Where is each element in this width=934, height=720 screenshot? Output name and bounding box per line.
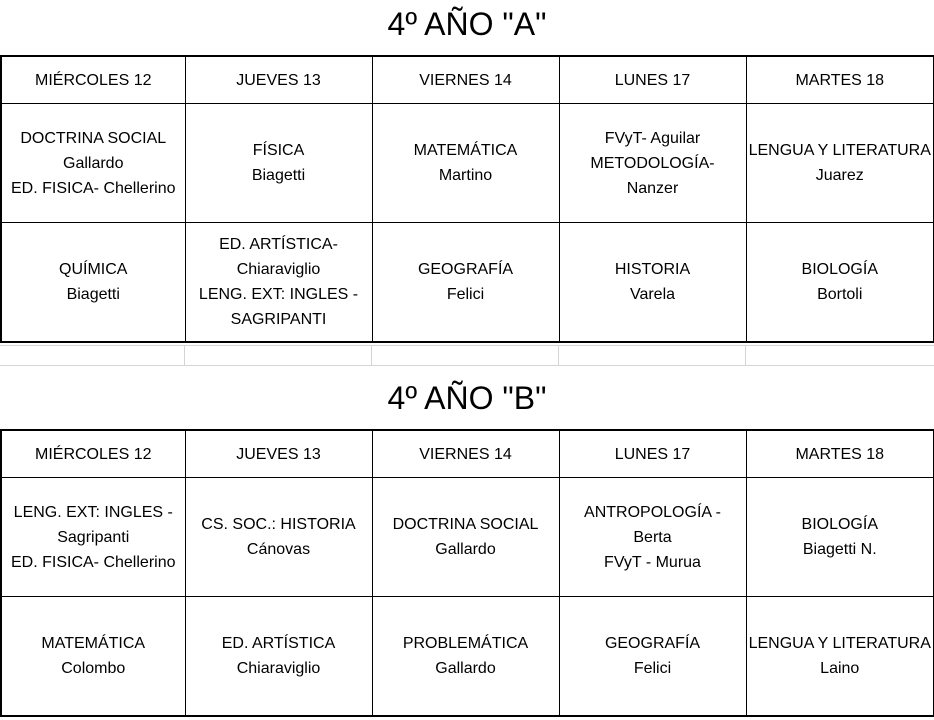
cell-line: Cánovas bbox=[246, 541, 311, 558]
day-header: JUEVES 13 bbox=[185, 430, 372, 478]
cell-line: ED. ARTÍSTICA- bbox=[219, 236, 338, 253]
cell-line: LENG. EXT: INGLES - bbox=[13, 503, 173, 521]
section-b-title: 4º AÑO "B" bbox=[387, 380, 547, 416]
cell-line: Biagetti bbox=[251, 167, 306, 184]
cell-line: Biagetti bbox=[66, 286, 120, 303]
schedule-cell bbox=[185, 223, 372, 343]
schedule-cell bbox=[746, 223, 934, 343]
day-header: MARTES 18 bbox=[746, 430, 934, 478]
day-header: MARTES 18 bbox=[746, 56, 934, 104]
schedule-cell bbox=[372, 104, 559, 223]
cell-line: Sagripanti bbox=[57, 528, 130, 546]
cell-line: LENG. EXT: INGLES - bbox=[198, 286, 359, 303]
day-header: VIERNES 14 bbox=[372, 430, 559, 478]
cell-line: LENGUA Y LITERATURA bbox=[748, 635, 931, 652]
cell-line: Biagetti N. bbox=[802, 541, 877, 558]
header-row bbox=[1, 56, 934, 104]
schedule-row bbox=[1, 223, 934, 343]
schedule-cell bbox=[746, 597, 934, 717]
cell-line: QUÍMICA bbox=[59, 261, 128, 278]
cell-line: MATEMÁTICA bbox=[41, 635, 146, 652]
cell-line: Berta bbox=[633, 528, 672, 546]
cell-line: Laino bbox=[820, 660, 860, 677]
schedule-cell bbox=[1, 478, 185, 597]
cell-line: PROBLEMÁTICA bbox=[402, 635, 529, 652]
cell-line: Varela bbox=[629, 286, 676, 303]
cell-line: BIOLOGÍA bbox=[801, 516, 878, 533]
schedule-cell bbox=[185, 478, 372, 597]
day-header: LUNES 17 bbox=[559, 56, 746, 104]
cell-line: Chiaraviglio bbox=[236, 660, 321, 677]
schedule-cell bbox=[746, 478, 934, 597]
gridline bbox=[0, 365, 934, 366]
schedule-cell bbox=[1, 223, 185, 343]
cell-line: Bortoli bbox=[817, 286, 863, 303]
cell-line: BIOLOGÍA bbox=[801, 261, 878, 278]
cell-line: Felici bbox=[446, 286, 485, 303]
cell-line: FVyT - Murua bbox=[604, 553, 701, 571]
spreadsheet-gap bbox=[0, 345, 934, 366]
schedule-row bbox=[1, 104, 934, 223]
cell-line: SAGRIPANTI bbox=[230, 311, 327, 328]
day-header: MIÉRCOLES 12 bbox=[1, 56, 185, 104]
schedule-table-a bbox=[0, 55, 934, 343]
day-header: LUNES 17 bbox=[559, 430, 746, 478]
cell-line: GEOGRAFÍA bbox=[604, 635, 701, 652]
cell-line: Nanzer bbox=[626, 179, 679, 197]
cell-line: Gallardo bbox=[435, 660, 496, 677]
cell-line: DOCTRINA SOCIAL bbox=[20, 129, 167, 147]
schedule-cell bbox=[372, 478, 559, 597]
cell-line: Chiaraviglio bbox=[236, 261, 321, 278]
schedule-cell bbox=[372, 223, 559, 343]
cell-line: HISTORIA bbox=[614, 261, 691, 278]
day-header: VIERNES 14 bbox=[372, 56, 559, 104]
cell-line: Gallardo bbox=[435, 541, 496, 558]
cell-line: ED. ARTÍSTICA bbox=[221, 635, 336, 652]
cell-line: DOCTRINA SOCIAL bbox=[392, 516, 539, 533]
cell-line: Gallardo bbox=[63, 154, 124, 172]
cell-line: Colombo bbox=[61, 660, 126, 677]
cell-line: Martino bbox=[438, 167, 493, 184]
schedule-cell bbox=[559, 597, 746, 717]
day-header: MIÉRCOLES 12 bbox=[1, 430, 185, 478]
cell-line: ED. FISICA- Chellerino bbox=[11, 179, 176, 197]
cell-line: CS. SOC.: HISTORIA bbox=[201, 516, 356, 533]
cell-line: FVyT- Aguilar bbox=[604, 129, 701, 147]
header-row bbox=[1, 430, 934, 478]
schedule-cell bbox=[1, 104, 185, 223]
cell-line: LENGUA Y LITERATURA bbox=[748, 142, 931, 159]
cell-line: MATEMÁTICA bbox=[413, 142, 518, 159]
cell-line: Felici bbox=[633, 660, 672, 677]
schedule-cell bbox=[185, 104, 372, 223]
schedule-cell bbox=[1, 597, 185, 717]
cell-line: ED. FISICA- Chellerino bbox=[11, 553, 176, 571]
schedule-row bbox=[1, 478, 934, 597]
schedule-table-b bbox=[0, 429, 934, 717]
schedule-cell bbox=[185, 597, 372, 717]
day-header: JUEVES 13 bbox=[185, 56, 372, 104]
cell-line: GEOGRAFÍA bbox=[417, 261, 514, 278]
section-a-title: 4º AÑO "A" bbox=[387, 6, 547, 42]
schedule-row bbox=[1, 597, 934, 717]
cell-line: ANTROPOLOGÍA - bbox=[584, 503, 721, 521]
schedule-cell bbox=[559, 478, 746, 597]
cell-line: FÍSICA bbox=[252, 142, 305, 159]
schedule-cell bbox=[746, 104, 934, 223]
cell-line: Juarez bbox=[815, 167, 864, 184]
schedule-cell bbox=[372, 597, 559, 717]
schedule-cell bbox=[559, 104, 746, 223]
schedule-cell bbox=[559, 223, 746, 343]
cell-line: METODOLOGÍA- bbox=[590, 154, 715, 172]
